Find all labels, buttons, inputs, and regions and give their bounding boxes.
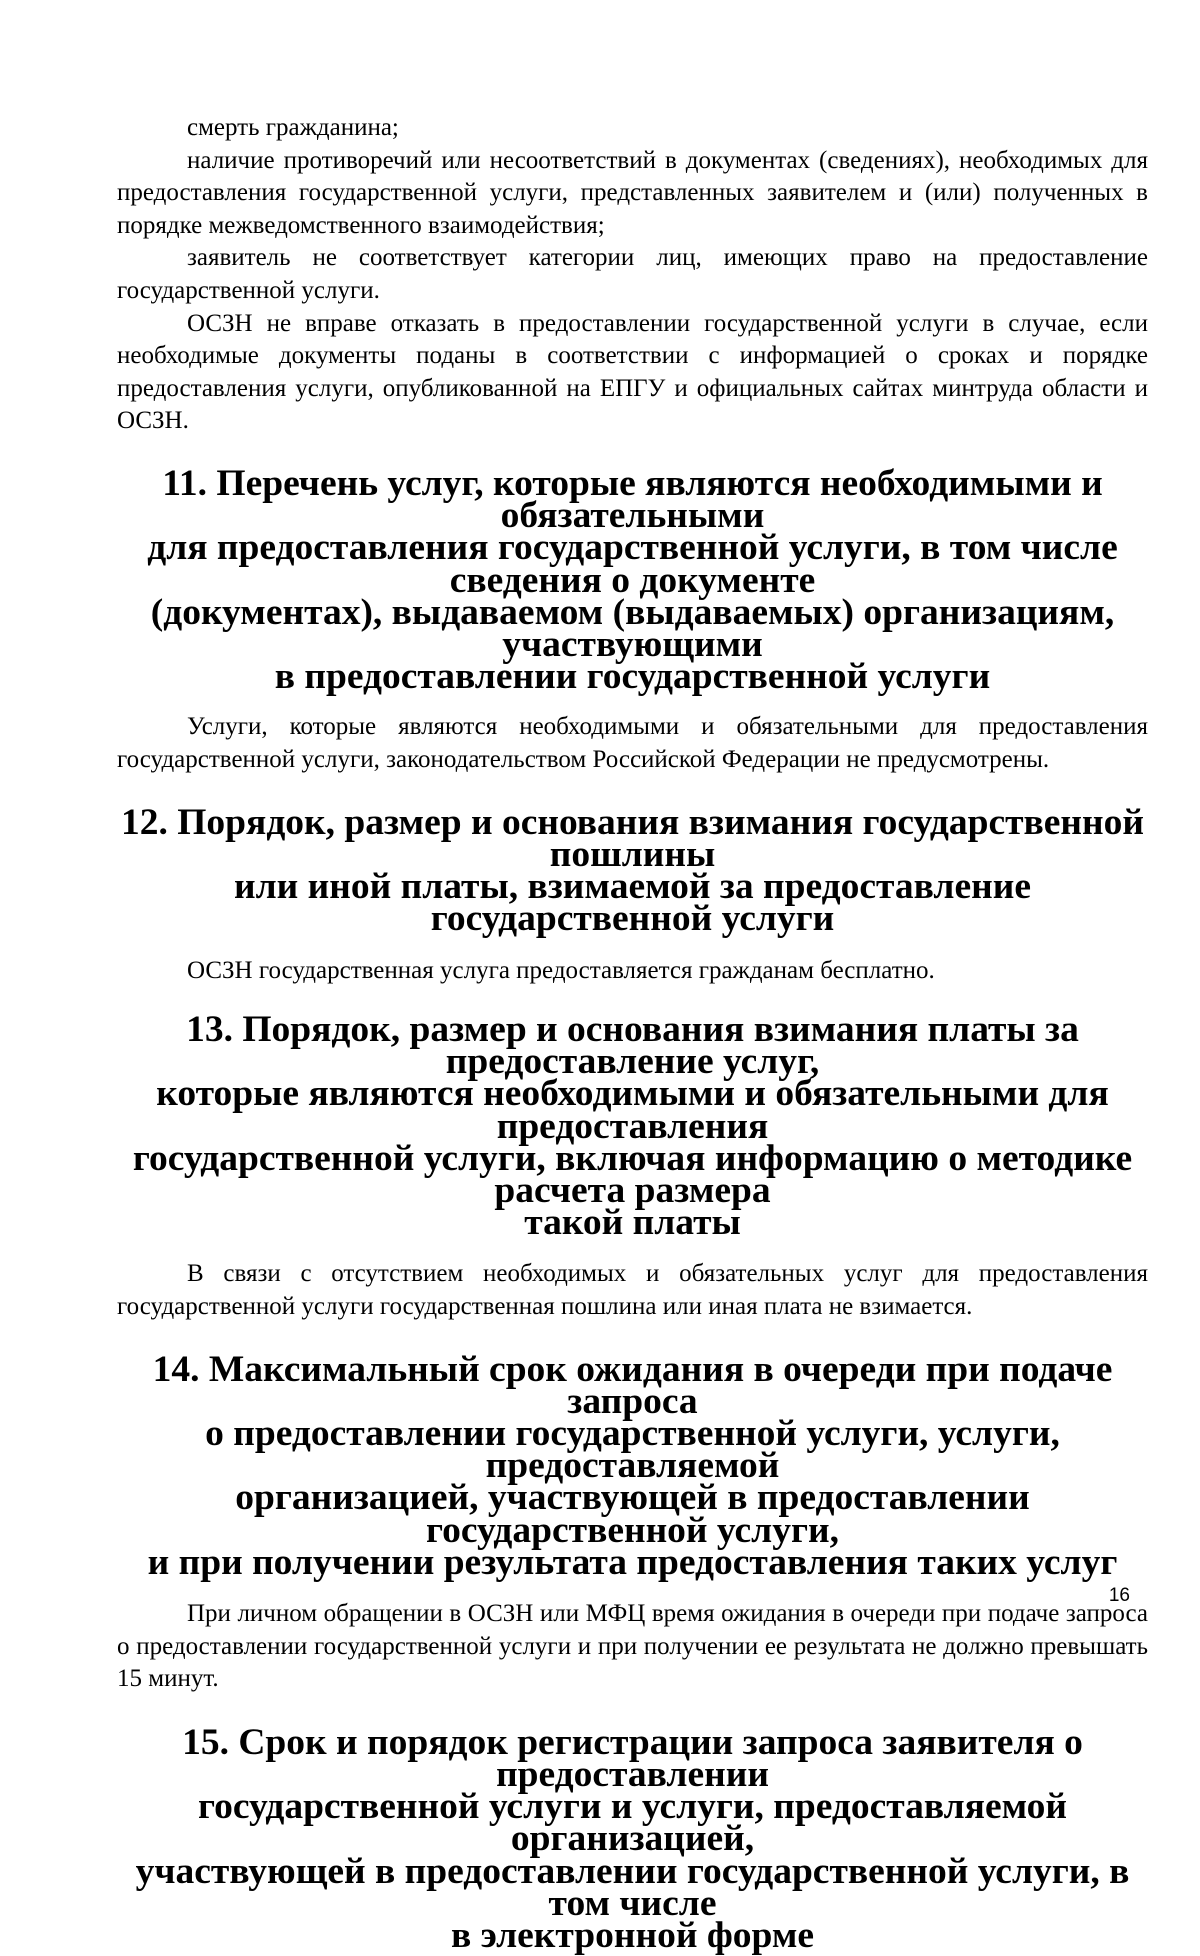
section-12-heading — [117, 801, 1148, 940]
intro-paragraph-no-refusal: ОСЗН не вправе отказать в предоставлении государственной услуги в случае, если необходимые документы поданы в соответствии с информацией о сроках и порядке предоставления услуги, опубликованной на ЕПГУ и официальных сайтах минтруда области и ОСЗН. — [117, 309, 1148, 435]
section-11-heading-line: 11. Перечень услуг, которые являются необходимыми и обязательными — [162, 462, 1103, 537]
section-11-heading-line: (документах), выдаваемом (выдаваемых) организациям, участвующими — [150, 591, 1115, 665]
section-15-heading — [117, 1721, 1148, 1956]
page-number: 16 — [1108, 1585, 1130, 1606]
section-13-heading-line: государственной услуги, включая информацию о методике расчета размера — [132, 1137, 1133, 1211]
section-15-heading-line: участвующей в предоставлении государственной услуги, в том числе — [135, 1850, 1130, 1924]
section-15-heading-line: 15. Срок и порядок регистрации запроса заявителя о предоставлении — [182, 1721, 1083, 1795]
section-11-heading — [117, 462, 1148, 698]
section-14-heading-line: организацией, участвующей в предоставлении государственной услуги, — [235, 1477, 1030, 1551]
section-12-paragraph: ОСЗН государственная услуга предоставляется гражданам бесплатно. — [187, 957, 935, 985]
section-14-heading-line: о предоставлении государственной услуги, услуги, предоставляемой — [205, 1412, 1060, 1487]
section-13-heading-line: которые являются необходимыми и обязательными для предоставления — [156, 1073, 1109, 1147]
section-14-heading-line: 14. Максимальный срок ожидания в очереди при подаче запроса — [152, 1348, 1113, 1422]
intro-paragraph-contradictions: наличие противоречий или несоответствий в документах (сведениях), необходимых для предоставления государственной услуги, представленных заявителем и (или) полученных в порядке межведомственного взаимодействия; — [117, 146, 1148, 239]
section-13-heading-line: 13. Порядок, размер и основания взимания платы за предоставление услуг, — [186, 1008, 1079, 1083]
section-13-heading — [117, 1008, 1148, 1244]
section-13-paragraph: В связи с отсутствием необходимых и обязательных услуг для предоставления государственной услуги государственная пошлина или иная плата не взимается. — [117, 1260, 1148, 1320]
section-15-heading-line: государственной услуги и услуги, предоставляемой организацией, — [197, 1786, 1068, 1860]
section-14-heading-line: и при получении результата предоставления таких услуг — [147, 1541, 1118, 1583]
intro-paragraph-death: смерть гражданина; — [187, 114, 399, 141]
section-11-paragraph: Услуги, которые являются необходимыми и обязательными для предоставления государственной услуги, законодательством Российской Федерации не предусмотрены. — [117, 713, 1148, 773]
section-11-heading-line: в предоставлении государственной услуги — [274, 656, 991, 698]
intro-paragraph-category: заявитель не соответствует категории лиц, имеющих право на предоставление государственной услуги. — [117, 244, 1148, 304]
section-12-heading-line: 12. Порядок, размер и основания взимания государственной пошлины — [121, 801, 1144, 875]
document-page — [117, 112, 1148, 1956]
section-15-heading-line: в электронной форме — [450, 1914, 815, 1956]
section-14-heading — [117, 1348, 1148, 1583]
section-12-heading-line: или иной платы, взимаемой за предоставление государственной услуги — [234, 865, 1031, 940]
section-13-heading-line: такой платы — [524, 1202, 741, 1244]
section-11-heading-line: для предоставления государственной услуги, в том числе сведения о документе — [147, 527, 1118, 601]
section-14-paragraph: При личном обращении в ОСЗН или МФЦ время ожидания в очереди при подаче запроса о предоставлении государственной услуги и при получении ее результата не должно превышать 15 минут. — [117, 1599, 1148, 1693]
